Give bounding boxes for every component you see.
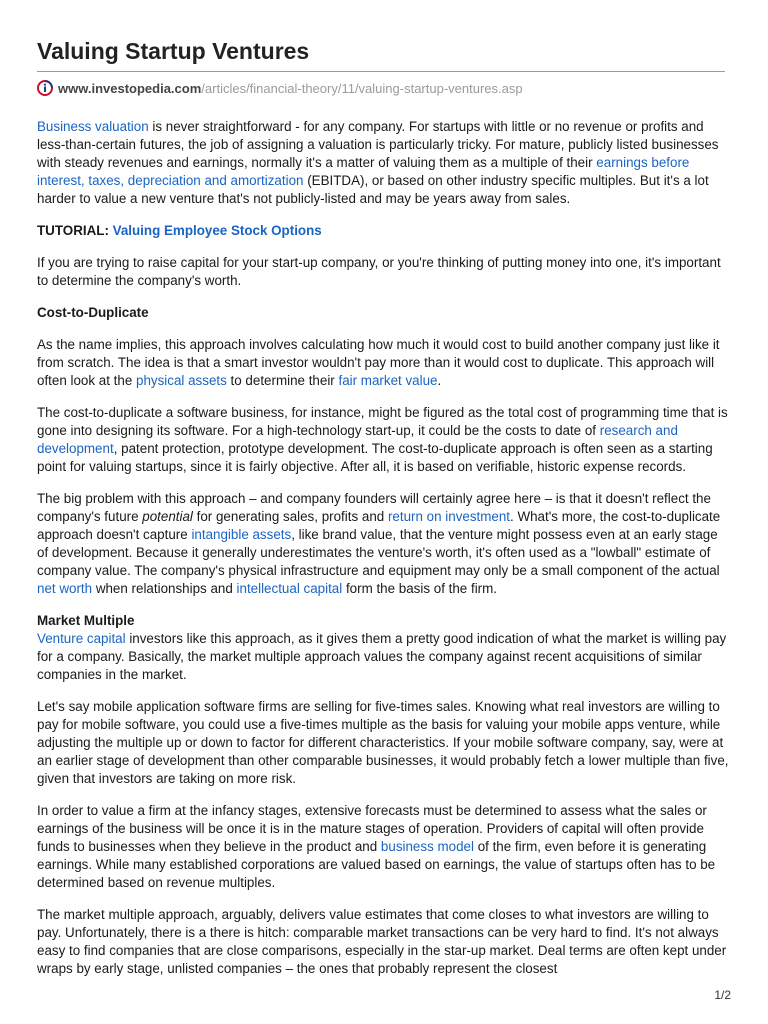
link-venture-capital[interactable]: Venture capital — [37, 631, 126, 646]
link-intangible-assets[interactable]: intangible assets — [191, 527, 292, 542]
paragraph-software-cost: The cost-to-duplicate a software business, for instance, might be figured as the total cost of programming time that is gone into designing its software. For a high-technology start-up, it could be the costs to date of research and development, patent protection, prototype development. The cost-to-duplicate approach is often seen as a starting point for valuing startups, since it is fairly objective. After all, it is based on verifiable, historic expense records. — [37, 405, 728, 474]
link-research-development[interactable]: research and development — [37, 423, 678, 456]
link-physical-assets[interactable]: physical assets — [136, 373, 227, 388]
paragraph-cost-approach: As the name implies, this approach involves calculating how much it would cost to build another company just like it from scratch. The idea is that a smart investor wouldn't pay more than it would cost to duplicate. This approach will often look at the physical assets to determine their fair market value. — [37, 337, 720, 388]
source-line — [37, 80, 523, 96]
paragraph-raise-capital: If you are trying to raise capital for your start-up company, or you're thinking of putting money into one, it's important to determine the company's worth. — [37, 255, 721, 288]
paragraph-infancy-stages: In order to value a firm at the infancy stages, extensive forecasts must be determined to assess what the sales or earnings of the business will be once it is in the mature stages of operation. Providers of capital will often provide funds to businesses when they believe in the product and business model of the firm, even before it is generating earnings. While many established corporations are valued based on earnings, the value of startups often has to be determined based on revenue multiples. — [37, 803, 716, 890]
tutorial-line — [37, 222, 729, 240]
paragraph-market-multiple-estimates: The market multiple approach, arguably, delivers value estimates that come closes to what investors are willing to pay. Unfortunately, there is a there is hitch: comparable market transactions can be very hard to find. It's not always easy to find companies that are close comparisons, especially in the star-up market. Deal terms are often kept under wraps by early stage, unlisted companies – the ones that probably represent the closest — [37, 907, 727, 976]
link-intellectual-capital[interactable]: intellectual capital — [236, 581, 343, 596]
source-path[interactable]: /articles/financial-theory/11/valuing-startup-ventures.asp — [201, 80, 523, 96]
paragraph-venture-capital: Venture capital investors like this approach, as it gives them a pretty good indication of what the market is willing pay for a company. Basically, the market multiple approach values the company against recent acquisitions of similar companies in the market. — [37, 631, 727, 682]
source-host[interactable]: www.investopedia.com — [58, 80, 202, 96]
heading-market-multiple: Market Multiple — [37, 613, 135, 628]
heading-cost-to-duplicate: Cost-to-Duplicate — [37, 305, 149, 320]
page-title: Valuing Startup Ventures — [37, 38, 310, 64]
link-fair-market-value[interactable]: fair market value — [338, 373, 438, 388]
paragraph-intro: Business valuation is never straightforward - for any company. For startups with little or no revenue or profits and less-than-certain futures, the job of assigning a valuation is particularly tricky. For mature, publicly listed businesses with steady revenues and earnings, normally it's a matter of valuing them as a multiple of their earnings before interest, taxes, depreciation and amortization (EBITDA), or based on other industry specific multiples. But it's a lot harder to value a new venture that's not publicly-listed and may be years away from sales. — [37, 119, 719, 206]
tutorial-label: TUTORIAL: — [37, 223, 109, 238]
link-tutorial[interactable]: Valuing Employee Stock Options — [112, 223, 322, 238]
paragraph-mobile-software: Let's say mobile application software firms are selling for five-times sales. Knowing what real investors are willing to pay for mobile software, you could use a five-times multiple as the basis for valuing your mobile apps venture, while adjusting the multiple up or down to factor for different characteristics. If your mobile software company, say, were at an earlier stage of development than other comparable businesses, it would probably fetch a lower multiple than five, given that investors are taking on more risk. — [37, 699, 729, 786]
title-divider — [37, 71, 725, 72]
link-ebitda[interactable]: earnings before interest, taxes, depreciation and amortization — [37, 155, 690, 188]
link-return-on-investment[interactable]: return on investment — [387, 509, 511, 524]
link-business-valuation[interactable]: Business valuation — [37, 119, 149, 134]
link-business-model[interactable]: business model — [380, 839, 474, 854]
link-net-worth[interactable]: net worth — [37, 581, 93, 596]
page-number: 1/2 — [714, 988, 731, 1002]
investopedia-logo-icon — [37, 80, 53, 96]
article-body — [37, 118, 729, 992]
paragraph-big-problem: The big problem with this approach – and company founders will certainly agree here – is that it doesn't reflect the company's future potential for generating sales, profits and return on investment. What's more, the cost-to-duplicate approach doesn't capture intangible assets, like brand value, that the venture might possess even at an early stage of development. Because it generally underestimates the venture's worth, it's often used as a "lowball" estimate of company value. The company's physical infrastructure and equipment may only be a small component of the actual net worth when relationships and intellectual capital form the basis of the firm. — [37, 491, 721, 596]
